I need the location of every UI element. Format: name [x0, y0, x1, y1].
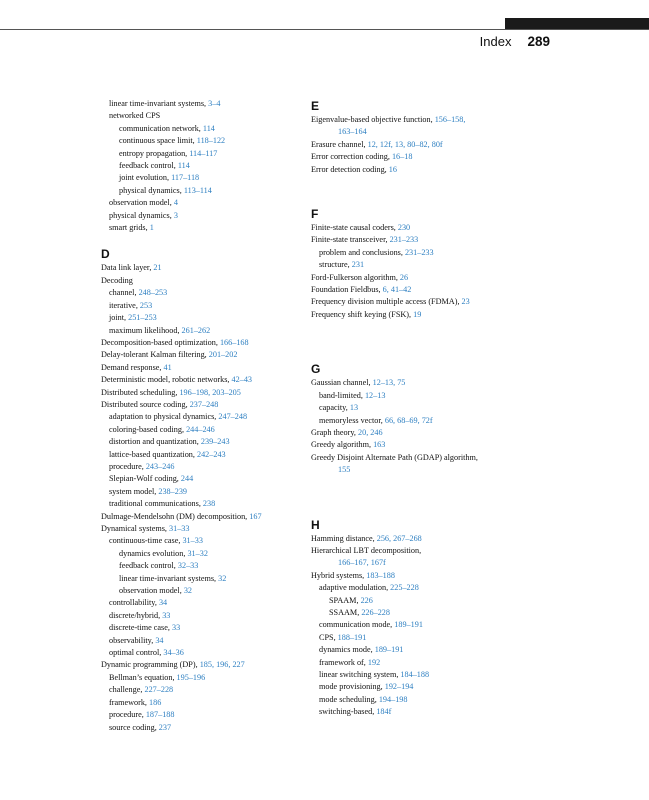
- index-entry: [101, 222, 301, 234]
- index-term: Foundation Fieldbus,: [311, 285, 383, 295]
- index-term: mode scheduling,: [319, 694, 379, 704]
- index-entry: [101, 672, 301, 684]
- index-term: framework of,: [319, 657, 368, 667]
- page-reference-link[interactable]: 12–13, 75: [372, 378, 406, 388]
- page-reference-link[interactable]: 155: [338, 465, 351, 475]
- index-entry: [311, 415, 516, 427]
- index-term: memoryless vector,: [319, 415, 385, 425]
- index-term: distortion and quantization,: [109, 437, 201, 447]
- index-term: Demand response,: [101, 362, 164, 372]
- index-term: Error detection coding,: [311, 164, 389, 174]
- index-entry: [101, 461, 301, 473]
- page-reference-link[interactable]: 238–239: [158, 486, 188, 496]
- index-term: Hamming distance,: [311, 533, 377, 543]
- page-reference-link[interactable]: 32: [183, 586, 192, 596]
- index-term: SSAAM,: [329, 607, 362, 617]
- index-entry: [101, 610, 301, 622]
- index-entry: [101, 424, 301, 436]
- index-term: system model,: [109, 486, 159, 496]
- index-term: Frequency shift keying (FSK),: [311, 309, 414, 319]
- index-entry: [101, 337, 301, 349]
- index-entry: [101, 399, 301, 411]
- index-entry: [101, 684, 301, 696]
- page-reference-link[interactable]: 196–198, 203–205: [179, 387, 241, 397]
- index-entry: [311, 427, 516, 439]
- page-reference-link[interactable]: 13: [349, 403, 359, 413]
- index-term: problem and conclusions,: [319, 247, 405, 257]
- page-reference-link[interactable]: 187–188: [145, 710, 175, 720]
- index-letter-heading: D: [101, 247, 110, 262]
- page-reference-link[interactable]: 195–196: [176, 672, 206, 682]
- index-entry: [311, 284, 516, 296]
- page-reference-link[interactable]: 16–18: [391, 152, 413, 162]
- index-entry: [311, 114, 516, 126]
- index-entry: [101, 548, 301, 560]
- page-reference-link[interactable]: 31–32: [187, 548, 208, 558]
- letter-gap: [311, 321, 516, 361]
- page-reference-link[interactable]: 163: [373, 440, 386, 450]
- page-reference-link[interactable]: 33: [162, 610, 171, 620]
- page-reference-link[interactable]: 251–253: [128, 313, 157, 323]
- index-letter-heading: E: [311, 99, 320, 113]
- index-entry: [101, 436, 301, 448]
- index-term: observability,: [109, 635, 156, 645]
- index-letter-heading: F: [311, 207, 319, 222]
- index-entry: [101, 597, 301, 609]
- page-reference-link[interactable]: 237: [158, 722, 172, 732]
- index-term: feedback control,: [119, 161, 178, 171]
- index-term: adaptation to physical dynamics,: [109, 412, 219, 422]
- index-entry: [101, 535, 301, 547]
- index-term: physical dynamics,: [109, 210, 174, 220]
- index-term: iterative,: [109, 300, 140, 310]
- page-reference-link[interactable]: 238: [202, 499, 216, 509]
- index-term: challenge,: [109, 685, 145, 695]
- index-term: Deterministic model, robotic networks,: [101, 375, 232, 385]
- page-reference-link[interactable]: 42–43: [231, 375, 252, 385]
- page-reference-link[interactable]: 114–117: [189, 148, 218, 158]
- page-reference-link[interactable]: 12–13: [364, 390, 386, 400]
- index-term: Bellman’s equation,: [109, 672, 177, 682]
- header-rule: [0, 29, 649, 30]
- index-entry: [311, 390, 516, 402]
- index-term: discrete/hybrid,: [109, 610, 163, 620]
- page-reference-link[interactable]: 23: [461, 297, 470, 307]
- index-term: SPAAM,: [329, 595, 361, 605]
- page-reference-link[interactable]: 192: [367, 657, 381, 667]
- page-reference-link[interactable]: 226: [360, 595, 373, 605]
- page-reference-link[interactable]: 244: [180, 474, 194, 484]
- letter-gap: [311, 477, 516, 517]
- page-reference-link[interactable]: 239–243: [200, 437, 230, 447]
- page-reference-link[interactable]: 26: [399, 272, 409, 282]
- page-reference-link[interactable]: 226–228: [361, 607, 390, 617]
- index-entry: [101, 172, 301, 184]
- index-term: Error correction coding,: [311, 152, 392, 162]
- index-entry: [311, 694, 516, 706]
- index-entry: [311, 595, 516, 607]
- index-entry: [311, 464, 516, 476]
- index-term: observation model,: [119, 586, 184, 596]
- index-entry: [311, 607, 516, 619]
- letter-gap: [311, 176, 516, 206]
- index-term: Gaussian channel,: [311, 378, 373, 388]
- index-entry: [101, 148, 301, 160]
- index-term: channel,: [109, 288, 139, 298]
- index-term: Delay-tolerant Kalman filtering,: [101, 350, 209, 360]
- page-reference-link[interactable]: 231–233: [389, 235, 419, 245]
- page-reference-link[interactable]: 185, 196, 227: [199, 660, 245, 670]
- index-entry: [101, 622, 301, 634]
- index-column-left: [101, 98, 301, 734]
- page-reference-link[interactable]: 227–228: [144, 685, 174, 695]
- page-reference-link[interactable]: 19: [413, 309, 422, 319]
- index-term: physical dynamics,: [119, 185, 184, 195]
- page-reference-link[interactable]: 34: [158, 598, 168, 608]
- index-entry: [101, 387, 301, 399]
- index-entry: [101, 160, 301, 172]
- page-number: 289: [527, 34, 550, 49]
- index-entry: [311, 272, 516, 284]
- index-term: Decomposition-based optimization,: [101, 337, 220, 347]
- page-reference-link[interactable]: 253: [139, 300, 153, 310]
- index-entry: [101, 210, 301, 222]
- index-term: Hierarchical LBT decomposition,: [311, 545, 422, 555]
- page-reference-link[interactable]: 20, 246: [358, 427, 383, 437]
- running-head: [480, 34, 550, 50]
- index-entry: [101, 262, 301, 274]
- page-reference-link[interactable]: 243–246: [145, 461, 175, 471]
- index-term: coloring-based coding,: [109, 424, 187, 434]
- index-entry: [101, 362, 301, 374]
- page-reference-link[interactable]: 12, 12f, 13, 80–82, 80f: [367, 139, 443, 149]
- index-term: maximum likelihood,: [109, 325, 182, 335]
- index-entry: [101, 473, 301, 485]
- index-term: Finite-state transceiver,: [311, 235, 390, 245]
- index-entry: [311, 669, 516, 681]
- index-entry: [311, 309, 516, 321]
- index-term: capacity,: [319, 403, 350, 413]
- index-entry: [101, 123, 301, 135]
- page-reference-link[interactable]: 33: [171, 623, 181, 633]
- index-term: discrete-time case,: [109, 623, 172, 633]
- index-entry: [311, 222, 516, 234]
- page-reference-link[interactable]: 32: [218, 573, 227, 583]
- index-term: Finite-state causal coders,: [311, 223, 398, 233]
- index-term: communication mode,: [319, 620, 395, 630]
- index-entry: [101, 560, 301, 572]
- index-entry: [311, 247, 516, 259]
- index-term: mode provisioning,: [319, 682, 385, 692]
- index-term: Data link layer,: [101, 263, 154, 273]
- index-entry: [311, 126, 516, 138]
- index-entry: [311, 557, 516, 569]
- index-term: adaptive modulation,: [319, 583, 391, 593]
- page-reference-link[interactable]: 188–191: [337, 632, 367, 642]
- index-entry: [101, 287, 301, 299]
- index-term: observation model,: [109, 198, 174, 208]
- index-letter-heading: G: [311, 362, 321, 377]
- index-entry: [101, 523, 301, 535]
- page-reference-link[interactable]: 184–188: [400, 670, 430, 679]
- index-term: continuous-time case,: [109, 536, 183, 546]
- page-reference-link[interactable]: 32–33: [177, 561, 199, 571]
- page-reference-link[interactable]: 41: [163, 362, 172, 372]
- page-reference-link[interactable]: 31–33: [182, 536, 203, 546]
- page-reference-link[interactable]: 113–114: [183, 185, 212, 195]
- page-reference-link[interactable]: 184f: [376, 707, 392, 717]
- index-term: feedback control,: [119, 561, 178, 571]
- page-reference-link[interactable]: 231–233: [404, 247, 434, 257]
- index-term: continuous space limit,: [119, 136, 197, 146]
- index-entry: [311, 644, 516, 656]
- index-term: smart grids,: [109, 223, 150, 233]
- index-term: Hybrid systems,: [311, 570, 367, 580]
- index-entry: [101, 349, 301, 361]
- index-term: lattice-based quantization,: [109, 449, 197, 459]
- index-term: joint,: [109, 313, 129, 323]
- page-reference-link[interactable]: 247–248: [218, 412, 248, 422]
- index-entry: [311, 619, 516, 631]
- index-entry: [311, 377, 516, 389]
- page-reference-link[interactable]: 166–167, 167f: [338, 558, 386, 568]
- index-entry: [101, 197, 301, 209]
- page-reference-link[interactable]: 256, 267–268: [376, 533, 422, 543]
- page-reference-link[interactable]: 1: [149, 223, 154, 233]
- index-entry: [101, 275, 301, 287]
- page-reference-link[interactable]: 231: [351, 260, 365, 270]
- index-entry: [101, 411, 301, 423]
- index-term: optimal control,: [109, 648, 164, 658]
- index-entry: [101, 98, 301, 110]
- page-reference-link[interactable]: 201–202: [208, 350, 238, 360]
- page-reference-link[interactable]: 244–246: [186, 424, 215, 434]
- index-term: procedure,: [109, 710, 146, 720]
- page-reference-link[interactable]: 117–118: [171, 173, 200, 183]
- index-entry: [311, 439, 516, 451]
- index-term: Dynamic programming (DP),: [101, 660, 200, 670]
- index-column-right: [311, 98, 516, 719]
- index-entry: [101, 573, 301, 585]
- index-entry: [101, 511, 301, 523]
- index-entry: [311, 259, 516, 271]
- index-term: Greedy Disjoint Alternate Path (GDAP) algorithm,: [311, 452, 478, 462]
- index-term: dynamics evolution,: [119, 548, 188, 558]
- index-term: Graph theory,: [311, 427, 358, 437]
- index-term: Frequency division multiple access (FDMA),: [311, 297, 462, 307]
- index-term: entropy propagation,: [119, 148, 190, 158]
- page-reference-link[interactable]: 189–191: [374, 645, 404, 655]
- index-term: dynamics mode,: [319, 645, 375, 655]
- index-entry: [101, 635, 301, 647]
- index-entry: [311, 296, 516, 308]
- page-reference-link[interactable]: 156–158,: [434, 115, 466, 124]
- index-term: controllability,: [109, 598, 159, 608]
- page-reference-link[interactable]: 34: [155, 635, 164, 645]
- index-term: band-limited,: [319, 390, 365, 400]
- index-entry: [311, 402, 516, 414]
- index-entry: [101, 185, 301, 197]
- index-term: communication network,: [119, 123, 203, 133]
- index-term: linear switching system,: [319, 670, 401, 679]
- page-reference-link[interactable]: 189–191: [394, 620, 423, 630]
- page-reference-link[interactable]: 225–228: [390, 583, 419, 593]
- page-reference-link[interactable]: 3–4: [208, 99, 221, 108]
- index-term: structure,: [319, 260, 352, 270]
- page-reference-link[interactable]: 248–253: [138, 288, 168, 298]
- index-entry: [311, 582, 516, 594]
- index-entry: [101, 374, 301, 386]
- index-term: Greedy algorithm,: [311, 440, 374, 450]
- index-entry: [311, 452, 516, 464]
- index-term: networked CPS: [109, 111, 161, 121]
- page-reference-link[interactable]: 261–262: [181, 325, 211, 335]
- page-reference-link[interactable]: 6, 41–42: [382, 285, 412, 295]
- page-reference-link[interactable]: 16: [388, 164, 397, 174]
- index-entry: [311, 234, 516, 246]
- index-term: Distributed scheduling,: [101, 387, 180, 397]
- page-reference-link[interactable]: 166–168: [219, 337, 249, 347]
- page-reference-link[interactable]: 34–36: [163, 648, 184, 658]
- index-term: CPS,: [319, 632, 338, 642]
- index-entry: [101, 325, 301, 337]
- index-entry: [101, 722, 301, 734]
- index-entry: [311, 545, 516, 557]
- index-entry: [311, 706, 516, 718]
- index-entry: [311, 632, 516, 644]
- index-entry: [311, 139, 516, 151]
- index-term: Dynamical systems,: [101, 524, 169, 533]
- index-term: joint evolution,: [119, 173, 172, 183]
- page-reference-link[interactable]: 118–122: [196, 136, 226, 146]
- index-entry: [311, 151, 516, 163]
- index-entry: [101, 135, 301, 147]
- index-term: Decoding: [101, 275, 133, 285]
- index-entry: [101, 659, 301, 671]
- index-entry: [101, 697, 301, 709]
- index-term: linear time-invariant systems,: [119, 573, 219, 583]
- index-term: framework,: [109, 697, 150, 707]
- page-reference-link[interactable]: 242–243: [196, 449, 226, 459]
- index-term: traditional communications,: [109, 499, 203, 509]
- page-reference-link[interactable]: 167: [249, 511, 262, 521]
- page-reference-link[interactable]: 183–188: [366, 570, 395, 580]
- index-entry: [101, 300, 301, 312]
- page-reference-link[interactable]: 3: [173, 210, 178, 220]
- index-entry: [101, 110, 301, 122]
- index-term: Dulmage-Mendelsohn (DM) decomposition,: [101, 511, 250, 521]
- index-entry: [101, 709, 301, 721]
- index-term: Erasure channel,: [311, 139, 368, 149]
- page-reference-link[interactable]: 66, 68–69, 72f: [384, 415, 433, 425]
- index-entry: [101, 312, 301, 324]
- index-letter-heading: H: [311, 517, 320, 532]
- index-entry: [101, 647, 301, 659]
- page-reference-link[interactable]: 31–33: [169, 524, 190, 533]
- index-entry: [311, 533, 516, 545]
- index-entry: [311, 657, 516, 669]
- page-reference-link[interactable]: 230: [397, 223, 411, 233]
- letter-gap: [101, 234, 301, 246]
- index-entry: [101, 449, 301, 461]
- page-reference-link[interactable]: 21: [153, 263, 162, 273]
- index-entry: [101, 498, 301, 510]
- page-reference-link[interactable]: 186: [149, 697, 162, 707]
- section-title: Index: [479, 34, 512, 49]
- index-entry: [101, 585, 301, 597]
- page-reference-link[interactable]: 163–164: [338, 127, 367, 137]
- index-term: procedure,: [109, 461, 146, 471]
- index-term: Ford-Fulkerson algorithm,: [311, 272, 400, 282]
- index-entry: [311, 164, 516, 176]
- index-term: Slepian-Wolf coding,: [109, 474, 181, 484]
- page-reference-link[interactable]: 114: [202, 123, 215, 133]
- page-reference-link[interactable]: 192–194: [384, 682, 414, 692]
- index-term: Distributed source coding,: [101, 399, 190, 409]
- index-term: Eigenvalue-based objective function,: [311, 115, 435, 124]
- page-reference-link[interactable]: 194–198: [378, 694, 408, 704]
- index-entry: [101, 486, 301, 498]
- page-reference-link[interactable]: 237–248: [189, 399, 219, 409]
- index-term: source coding,: [109, 722, 159, 732]
- index-entry: [311, 570, 516, 582]
- index-term: switching-based,: [319, 707, 377, 717]
- index-entry: [311, 681, 516, 693]
- page-reference-link[interactable]: 4: [173, 198, 178, 208]
- page-reference-link[interactable]: 114: [177, 161, 190, 171]
- index-term: linear time-invariant systems,: [109, 99, 209, 108]
